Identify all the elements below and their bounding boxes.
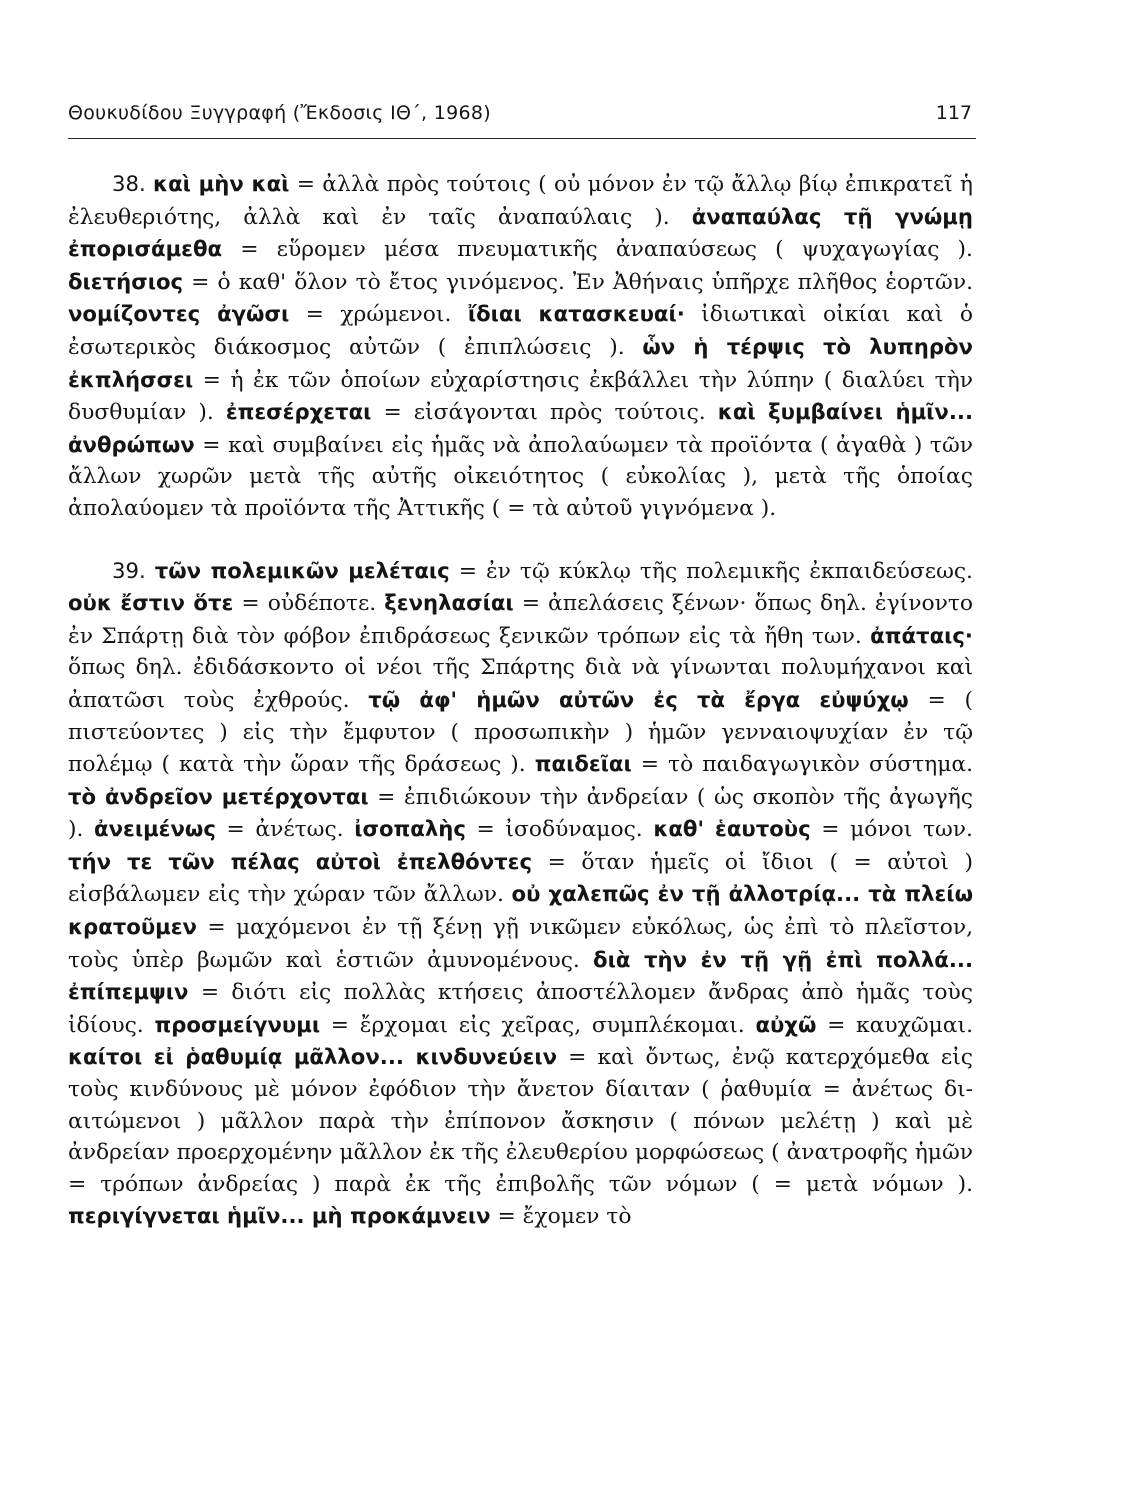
lemma: καθ' ἑαυτοὺς: [653, 816, 811, 842]
gloss-text: ὅπως δηλ. ἐδιδάσκοντο οἱ νέοι τῆς Σπάρτης διὰ νὰ γίνωνται πολυμήχανοι καὶ ἀπατῶσι τοὺς ἐχθρούς.: [68, 655, 973, 713]
gloss-text: = ἐν τῷ κύκλῳ τῆς πολεμικῆς ἐκπαιδεύσεως.: [449, 558, 973, 584]
lemma: ἰσοπαλὴς: [354, 816, 466, 842]
lemma: ἐπεσέρχεται: [225, 399, 372, 425]
lemma: προσμείγνυμι: [154, 1011, 321, 1037]
gloss-text: = ἀνέτως.: [215, 817, 355, 843]
gloss-text: = ἰσοδύναμος.: [465, 817, 654, 843]
lemma: καὶ μὴν καὶ: [153, 171, 290, 196]
section-number: 38.: [112, 171, 146, 196]
gloss-text: ἰδιωτικαὶ οἰκίαι καὶ ὁ ἐσωτερικὸς διάκοσμος αὐτῶν ( ἐπιπλώσεις ).: [68, 302, 973, 360]
lemma: ξενηλασίαι: [384, 590, 514, 616]
lemma: τῶν πολεμικῶν μελέταις: [154, 557, 450, 583]
note-section-38: [68, 168, 973, 525]
lemma: ὧν ἡ τέρψις τὸ λυπηρὸν ἐκπλήσσει: [68, 333, 973, 392]
gloss-text: = χρώμενοι.: [289, 302, 468, 328]
gloss-text: = οὐδέποτε.: [233, 591, 385, 617]
lemma: νομίζοντες ἀγῶσι: [68, 301, 290, 327]
lemma: περιγίγνεται ἡμῖν... μὴ προκάμνειν: [68, 1203, 491, 1229]
lemma: τήν τε τῶν πέλας αὐτοὶ ἐπελθόντες: [68, 848, 533, 874]
gloss-text: = εὕρομεν μέσα πνευματικῆς ἀναπαύσεως ( ψυχαγωγίας ).: [222, 237, 973, 263]
gloss-text: = ἔχομεν τὸ: [490, 1204, 632, 1230]
gloss-text: = διότι εἰς πολλὰς κτήσεις ἀποστέλλομεν ἄνδρας ἀπὸ ἡμᾶς τοὺς ἰδίους.: [68, 980, 973, 1038]
lemma: καὶ ξυμβαίνει ἡμῖν... ἀνθρώπων: [68, 399, 973, 457]
lemma: ἀναπαύλας τῇ γνώμῃ ἐπορισάμεθα: [68, 203, 973, 262]
gloss-text: = ἡ ἐκ τῶν ὁποίων εὐχαρίστησις ἐκβάλλει τὴν λύπην ( διαλύει τὴν δυσθυμίαν ).: [68, 367, 973, 426]
gloss-text: = καὶ συμβαίνει εἰς ἡμᾶς νὰ ἀπολαύωμεν τὰ προϊόντα ( ἀγαθὰ ) τῶν ἄλλων χωρῶν μετὰ τῆς αὐτῆς οἰκειότητος ( εὐκολίας ), μετὰ τῆς ὁποίας ἀπολαύομεν τὰ προϊόντα τῆς Ἀττικῆς ( = τὰ αὐτοῦ γιγνόμενα ).: [68, 432, 973, 521]
lemma: καίτοι εἰ ῥαθυμίᾳ μᾶλλον... κινδυνεύειν: [68, 1044, 558, 1070]
gloss-text: = ἐπιδιώκουν τὴν ἀνδρείαν ( ὡς σκοπὸν τῆς ἀγωγῆς ).: [68, 784, 973, 843]
gloss-text: = καὶ ὄντως, ἐνῷ κατερχόμεθα εἰς τοὺς κινδύνους μὲ μόνον ἐφόδιον τὴν ἄνετον δίαιταν ( ῥαθυμία = ἀνέτως διαιτώμενοι ) μᾶλλον παρὰ τὴν ἐπίπονον ἄσκησιν ( πόνων μελέτῃ ) καὶ μὲ ἀνδρείαν προερχομένην μᾶλλον ἐκ τῆς ἐλευθερίου μορφώσεως ( ἀνατροφῆς ἡμῶν = τρόπων ἀνδρείας ) παρὰ ἐκ τῆς ἐπιβολῆς τῶν νόμων ( = μετὰ νόμων ).: [68, 1045, 973, 1197]
running-header: [68, 98, 976, 139]
section-number: 39.: [112, 557, 146, 583]
gloss-text: = μαχόμενοι ἐν τῇ ξένῃ γῇ νικῶμεν εὐκόλως, ὡς ἐπὶ τὸ πλεῖστον, τοὺς ὑπὲρ βωμῶν καὶ ἑστιῶν ἀμυνομένους.: [68, 915, 973, 973]
lemma: τῷ ἀφ' ἡμῶν αὐτῶν ἐς τὰ ἔργα εὐψύχῳ: [368, 686, 909, 712]
lemma: αὐχῶ: [755, 1011, 817, 1037]
lemma: ἴδιαι κατασκευαί·: [467, 301, 685, 327]
lemma: διὰ τὴν ἐν τῇ γῇ ἐπὶ πολλά... ἐπίπεμψιν: [68, 946, 973, 1005]
gloss-text: = τὸ παιδαγωγικὸν σύστημα.: [631, 752, 974, 778]
page-number: 117: [935, 102, 972, 124]
lemma: διετήσιος: [68, 268, 184, 294]
gloss-text: = ἀπελάσεις ξένων· ὅπως δηλ. ἐγίνοντο ἐν Σπάρτῃ διὰ τὸν φόβον ἐπιδράσεως ξενικῶν τρόπων εἰς τὰ ἤθη των.: [68, 591, 974, 649]
lemma: ἀνειμένως: [94, 816, 216, 842]
gloss-text: = εἰσάγονται πρὸς τούτοις.: [371, 400, 718, 426]
gloss-text: = ( πιστεύοντες ) εἰς τὴν ἔμφυτον ( προσωπικὴν ) ἡμῶν γενναιοψυχίαν ἐν τῷ πολέμῳ ( κατὰ τὴν ὥραν τῆς δράσεως ).: [68, 687, 973, 778]
lemma: παιδεῖαι: [534, 751, 632, 777]
gloss-text: = ὅταν ἡμεῖς οἱ ἴδιοι ( = αὐτοὶ ) εἰσβάλωμεν εἰς τὴν χώραν τῶν ἄλλων.: [68, 849, 973, 908]
lemma: ἀπάταις·: [870, 622, 973, 648]
gloss-text: = ὁ καθ' ὅλον τὸ ἔτος γινόμενος. Ἐν Ἀθήναις ὑπῆρχε πλῆθος ἑορτῶν.: [183, 269, 973, 295]
lemma: οὐκ ἔστιν ὅτε: [68, 590, 234, 616]
lemma: οὐ χαλεπῶς ἐν τῇ ἀλλοτρίᾳ... τὰ πλείω κρατοῦμεν: [68, 881, 973, 940]
commentary-body: [68, 168, 973, 1233]
gloss-text: = ἀλλὰ πρὸς τούτοις ( οὐ μόνον ἐν τῷ ἄλλῳ βίῳ ἐπικρατεῖ ἡ ἐλευθεριότης, ἀλλὰ καὶ ἐν ταῖς ἀναπαύλαις ).: [68, 172, 973, 230]
gloss-text: = μόνοι των.: [810, 817, 973, 843]
running-title: Θουκυδίδου Ξυγγραφή (Ἔκδοσις ΙΘ΄, 1968): [68, 102, 491, 124]
lemma: τὸ ἀνδρεῖον μετέρχονται: [68, 783, 369, 809]
gloss-text: = ἔρχομαι εἰς χεῖρας, συμπλέκομαι.: [320, 1012, 756, 1038]
gloss-text: = καυχῶμαι.: [816, 1012, 973, 1038]
note-section-39: [68, 555, 973, 1233]
